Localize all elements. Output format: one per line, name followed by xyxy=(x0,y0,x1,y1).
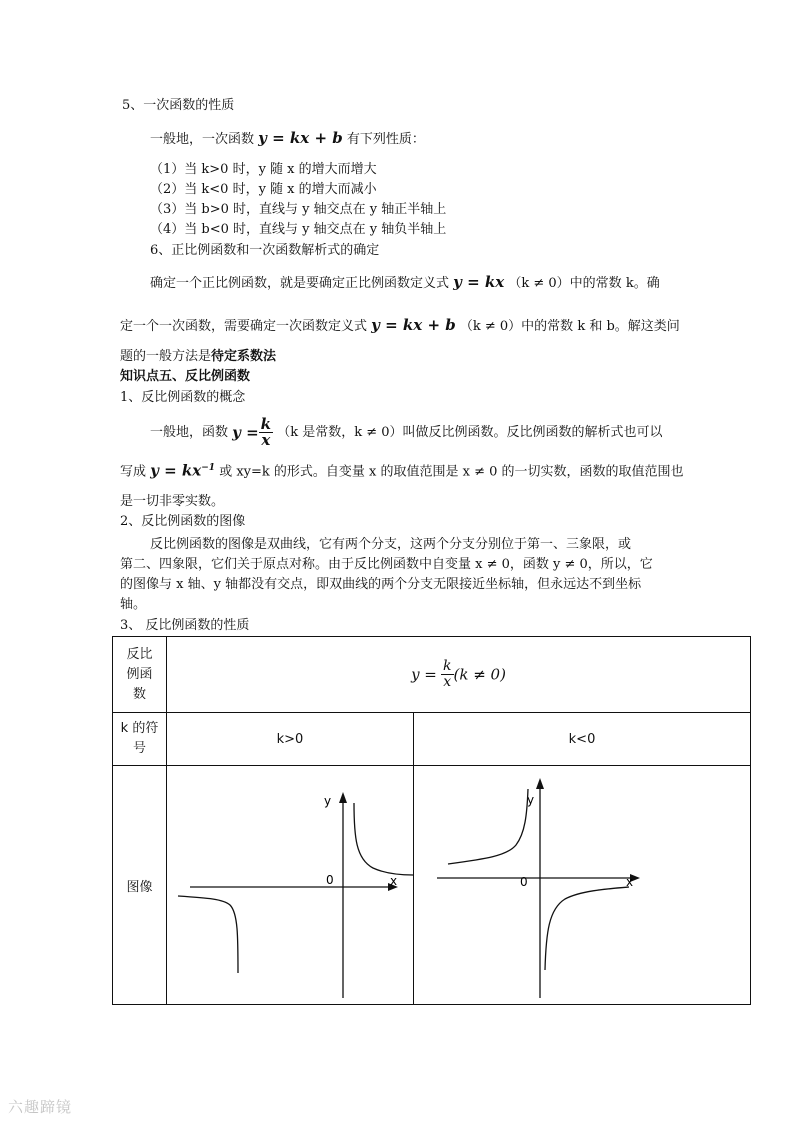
y-axis-arrow xyxy=(536,778,544,789)
section6-p2-pre: 定一个一次函数，需要确定一次函数定义式 xyxy=(120,319,368,334)
fraction-denominator: x xyxy=(443,674,452,690)
fraction-denominator: x xyxy=(261,431,271,449)
section6-p2-post: （k ≠ 0）中的常数 k 和 b。解这类问 xyxy=(459,319,680,334)
section6-title: 6、正比例函数和一次函数解析式的确定 xyxy=(150,243,380,258)
formula-y: y = xyxy=(411,665,437,684)
section6-p3-pre: 题的一般方法是 xyxy=(120,349,212,364)
properties-table xyxy=(112,636,751,1005)
hyperbola-k-positive-graph xyxy=(168,767,413,1004)
property-item: （2）当 k<0 时，y 随 x 的增大而减小 xyxy=(150,182,377,197)
concept-title: 1、反比例函数的概念 xyxy=(120,390,246,405)
section6-paragraph-line xyxy=(120,348,276,366)
props-title: 3、 反比例函数的性质 xyxy=(120,618,250,633)
x-axis-label: x xyxy=(625,874,633,889)
hyperbola-branch-fourth-quadrant xyxy=(545,887,629,970)
graph-paragraph-line: 第二、四象限，它们关于原点对称。由于反比例函数中自变量 x ≠ 0，函数 y ≠ 0，所以，它 xyxy=(120,557,653,572)
formula-condition: (k ≠ 0) xyxy=(453,665,506,684)
k-positive-cell: k>0 xyxy=(167,713,414,766)
hyperbola-branch-second-quadrant xyxy=(448,789,528,864)
fraction-numerator: k xyxy=(443,658,452,674)
section5-intro xyxy=(150,129,425,149)
y-axis-arrow xyxy=(339,792,347,803)
label-line: 例函 xyxy=(126,666,153,682)
label-line: 号 xyxy=(132,741,146,756)
graph-paragraph-line: 轴。 xyxy=(120,597,147,612)
section5-intro-formula: y = kx + b xyxy=(258,129,343,147)
concept-fraction xyxy=(259,417,273,448)
fraction-numerator: k xyxy=(260,415,272,433)
hyperbola-branch-first-quadrant xyxy=(354,803,413,875)
concept-pre: 一般地，函数 xyxy=(150,425,229,440)
row-label-k-sign xyxy=(113,713,167,766)
section5-intro-pre: 一般地，一次函数 xyxy=(150,132,255,147)
table-row xyxy=(113,713,751,766)
graph-paragraph-line: 的图像与 x 轴、y 轴都没有交点，即双曲线的两个分支无限接近坐标轴，但永远达不到坐标 xyxy=(120,577,642,592)
row-label-function xyxy=(113,637,167,713)
watermark: 六趣蹄镜 xyxy=(8,1098,73,1116)
concept2-pre: 写成 xyxy=(120,464,147,480)
y-axis-label: y xyxy=(526,792,534,807)
row-label-graph: 图像 xyxy=(113,766,167,1005)
section5-intro-post: 有下列性质： xyxy=(346,132,425,147)
section6-paragraph-line xyxy=(150,273,660,293)
section6-paragraph-line xyxy=(120,316,680,336)
concept-line xyxy=(120,459,684,481)
origin-label: 0 xyxy=(325,872,334,887)
section5-title: 5、一次函数的性质 xyxy=(122,98,235,113)
concept-formula-y: y = xyxy=(232,423,259,442)
origin-label: 0 xyxy=(519,874,528,889)
concept2-exponent: −1 xyxy=(201,463,216,473)
graph-k-negative-cell xyxy=(414,766,751,1005)
k-negative-cell: k<0 xyxy=(414,713,751,766)
label-line: k 的符 xyxy=(120,721,159,736)
property-item: （1）当 k>0 时，y 随 x 的增大而增大 xyxy=(150,162,377,177)
property-item: （4）当 b<0 时，直线与 y 轴交点在 y 轴负半轴上 xyxy=(150,222,447,237)
concept-line: 是一切非零实数。 xyxy=(120,494,225,509)
x-axis-label: x xyxy=(389,873,397,888)
graph-k-positive-cell xyxy=(167,766,414,1005)
section6-p1-post: （k ≠ 0）中的常数 k。确 xyxy=(508,276,660,291)
label-line: 反比 xyxy=(126,646,153,662)
graph-title: 2、反比例函数的图像 xyxy=(120,514,246,529)
hyperbola-branch-third-quadrant xyxy=(178,896,238,973)
table-row xyxy=(113,766,751,1005)
formula-fraction xyxy=(441,659,453,690)
property-item: （3）当 b>0 时，直线与 y 轴交点在 y 轴正半轴上 xyxy=(150,202,447,217)
graph-paragraph-line: 反比例函数的图像是双曲线，它有两个分支，这两个分支分别位于第一、三象限，或 xyxy=(150,537,632,552)
hyperbola-k-negative-graph xyxy=(415,767,750,1004)
concept2-post: 或 xy=k 的形式。自变量 x 的取值范围是 x ≠ 0 的一切实数，函数的取值范围也 xyxy=(219,464,684,480)
section6-p2-formula: y = kx + b xyxy=(371,316,456,334)
knowledge-heading: 知识点五、反比例函数 xyxy=(120,369,251,384)
section6-p1-formula: y = kx xyxy=(453,273,505,291)
table-row xyxy=(113,637,751,713)
y-axis-label: y xyxy=(323,793,331,808)
function-formula-cell xyxy=(167,637,751,713)
concept-line xyxy=(150,417,663,448)
method-name: 待定系数法 xyxy=(211,349,277,364)
concept-post: （k 是常数，k ≠ 0）叫做反比例函数。反比例函数的解析式也可以 xyxy=(277,425,663,440)
section6-p1-pre: 确定一个正比例函数，就是要确定正比例函数定义式 xyxy=(150,276,450,291)
label-line: 数 xyxy=(132,686,146,702)
concept2-formula: y = kx xyxy=(150,461,202,480)
